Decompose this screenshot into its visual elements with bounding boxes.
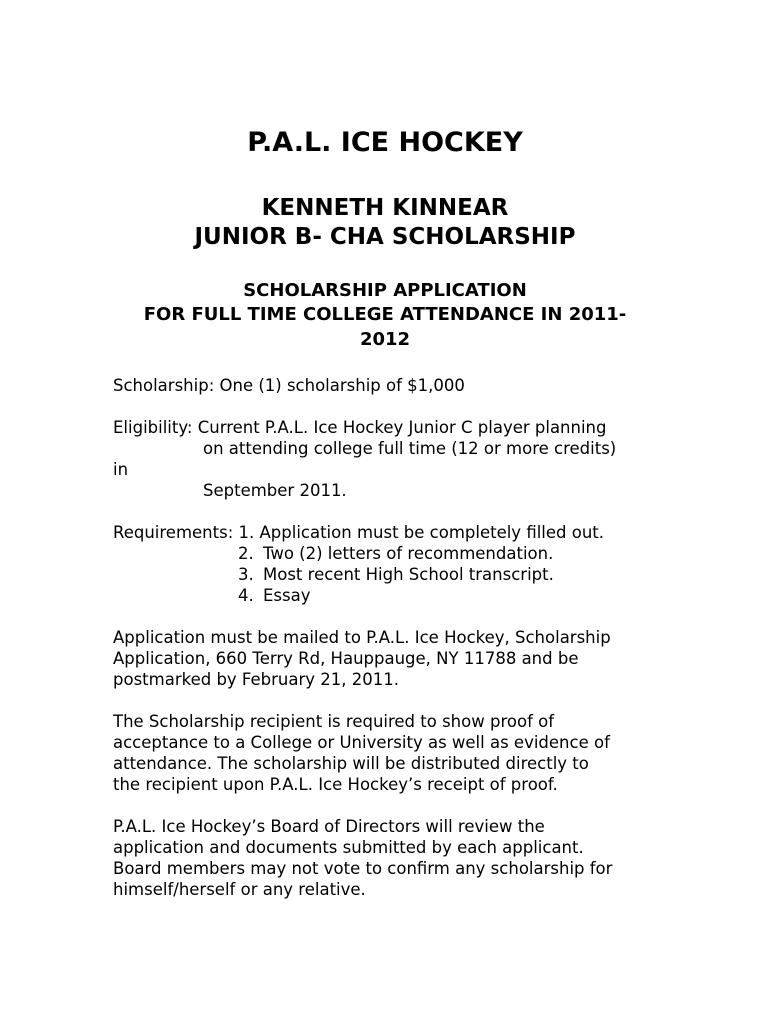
requirement-2-number: 2. bbox=[238, 544, 254, 563]
scholarship-amount: Scholarship: One (1) scholarship of $1,000 bbox=[113, 376, 465, 395]
requirements-line1: Requirements: 1. Application must be completely filled out. bbox=[113, 523, 605, 542]
document-title: P.A.L. ICE HOCKEY bbox=[247, 127, 523, 158]
application-heading-line2: FOR FULL TIME COLLEGE ATTENDANCE IN 2011- bbox=[143, 304, 627, 325]
board-line2: application and documents submitted by each applicant. bbox=[113, 838, 584, 857]
application-heading-line1: SCHOLARSHIP APPLICATION bbox=[243, 280, 527, 301]
proof-line3: attendance. The scholarship will be distributed directly to bbox=[113, 754, 589, 773]
proof-line1: The Scholarship recipient is required to show proof of bbox=[113, 712, 555, 731]
board-line1: P.A.L. Ice Hockey’s Board of Directors will review the bbox=[113, 817, 545, 836]
eligibility-line3: in bbox=[113, 460, 129, 479]
mailing-line2: Application, 660 Terry Rd, Hauppauge, NY 11788 and be bbox=[113, 649, 579, 668]
requirement-3-text: Most recent High School transcript. bbox=[263, 565, 554, 584]
mailing-line3: postmarked by February 21, 2011. bbox=[113, 670, 400, 689]
requirement-4-number: 4. bbox=[238, 586, 254, 605]
eligibility-line4: September 2011. bbox=[203, 481, 347, 500]
mailing-line1: Application must be mailed to P.A.L. Ice Hockey, Scholarship bbox=[113, 628, 611, 647]
requirement-2-text: Two (2) letters of recommendation. bbox=[263, 544, 554, 563]
proof-line4: the recipient upon P.A.L. Ice Hockey’s receipt of proof. bbox=[113, 775, 558, 794]
requirement-3-number: 3. bbox=[238, 565, 254, 584]
scholarship-name-line1: KENNETH KINNEAR bbox=[261, 195, 509, 221]
eligibility-line1: Eligibility: Current P.A.L. Ice Hockey Junior C player planning bbox=[113, 418, 607, 437]
scholarship-name-line2: JUNIOR B- CHA SCHOLARSHIP bbox=[194, 224, 576, 250]
board-line4: himself/herself or any relative. bbox=[113, 880, 366, 899]
proof-line2: acceptance to a College or University as well as evidence of bbox=[113, 733, 610, 752]
requirement-4-text: Essay bbox=[263, 586, 311, 605]
application-heading-line3: 2012 bbox=[359, 329, 411, 350]
board-line3: Board members may not vote to confirm any scholarship for bbox=[113, 859, 613, 878]
eligibility-line2: on attending college full time (12 or more credits) bbox=[203, 439, 617, 458]
